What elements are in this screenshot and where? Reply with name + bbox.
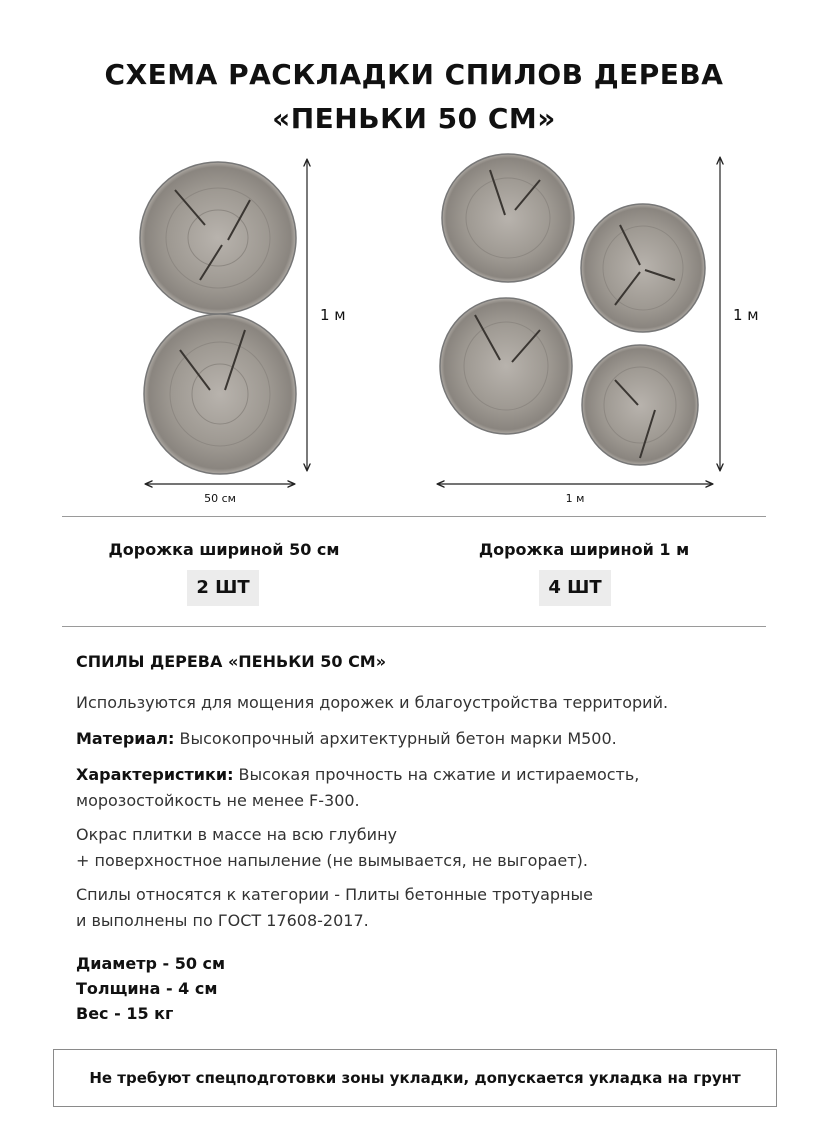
material-value: Высокопрочный архитектурный бетон марки М500. bbox=[174, 729, 617, 748]
stump-left-2 bbox=[144, 314, 296, 474]
category-text bbox=[76, 882, 756, 934]
right-height-label: 1 м bbox=[733, 306, 759, 324]
color-line-2: + поверхностное напыление (не вымывается, не выгорает). bbox=[76, 851, 588, 870]
page-title-line1: СХЕМА РАСКЛАДКИ СПИЛОВ ДЕРЕВА bbox=[104, 58, 724, 91]
usage-value: Используются для мощения дорожек и благоустройства территорий. bbox=[76, 693, 669, 712]
color-line-1: Окрас плитки в массе на всю глубину bbox=[76, 825, 397, 844]
divider-top bbox=[62, 516, 766, 517]
right-width-label: 1 м bbox=[565, 492, 585, 505]
characteristics-label: Характеристики: bbox=[76, 765, 234, 784]
stump-right-3 bbox=[440, 298, 572, 434]
characteristics-value-2: морозостойкость не менее F-300. bbox=[76, 791, 360, 810]
stump-right-2 bbox=[581, 204, 705, 332]
category-line-1: Спилы относятся к категории - Плиты бетонные тротуарные bbox=[76, 885, 594, 904]
stump-left-1 bbox=[140, 162, 296, 314]
material-text bbox=[76, 726, 756, 752]
option-qty-50cm: 2 ШТ bbox=[187, 570, 259, 606]
spec-weight: Вес - 15 кг bbox=[76, 1004, 174, 1023]
usage-text bbox=[76, 690, 756, 716]
layout-scheme bbox=[0, 150, 828, 510]
material-label: Материал: bbox=[76, 729, 175, 748]
spec-thickness: Толщина - 4 см bbox=[76, 979, 218, 998]
left-height-label: 1 м bbox=[320, 306, 346, 324]
page-title-line2: «ПЕНЬКИ 50 СМ» bbox=[272, 102, 556, 135]
characteristics-text bbox=[76, 762, 756, 814]
color-text bbox=[76, 822, 756, 874]
characteristics-value-1: Высокая прочность на сжатие и истираемость, bbox=[233, 765, 640, 784]
divider-bottom bbox=[62, 626, 766, 627]
left-width-label: 50 см bbox=[204, 492, 236, 505]
option-label-1m: Дорожка шириной 1 м bbox=[478, 540, 690, 559]
spec-diameter: Диаметр - 50 см bbox=[76, 954, 226, 973]
option-label-50cm: Дорожка шириной 50 см bbox=[108, 540, 340, 559]
stump-right-1 bbox=[442, 154, 574, 282]
category-line-2: и выполнены по ГОСТ 17608-2017. bbox=[76, 911, 369, 930]
info-title: СПИЛЫ ДЕРЕВА «ПЕНЬКИ 50 СМ» bbox=[76, 652, 387, 671]
option-qty-1m: 4 ШТ bbox=[539, 570, 611, 606]
note-box: Не требуют спецподготовки зоны укладки, допускается укладка на грунт bbox=[53, 1049, 777, 1107]
stump-right-4 bbox=[582, 345, 698, 465]
